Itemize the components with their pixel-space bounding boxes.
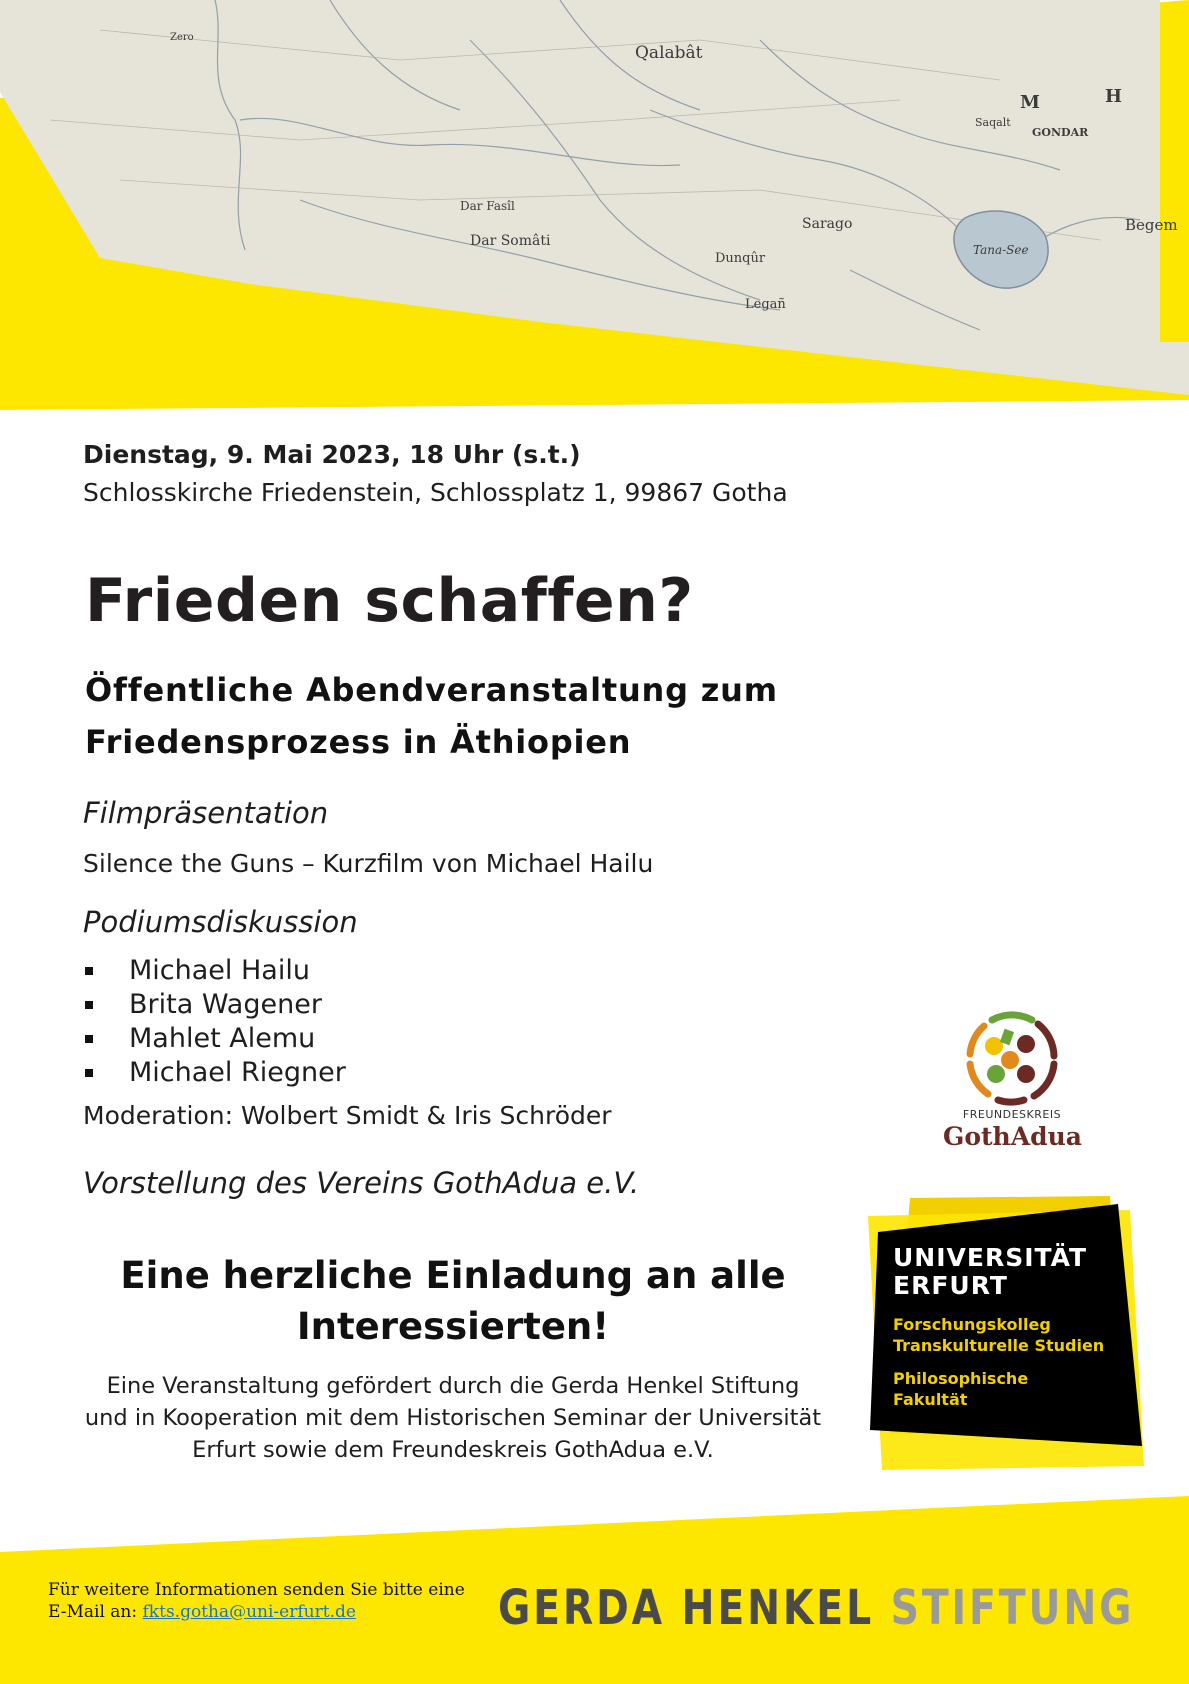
list-item: Mahlet Alemu [83, 1022, 346, 1056]
film-text: Silence the Guns – Kurzfilm von Michael Hailu [83, 849, 654, 878]
gothadua-label: FREUNDESKREIS [962, 1108, 1062, 1121]
svg-text:Dar Somâti: Dar Somâti [470, 233, 551, 249]
svg-text:Tana-See: Tana-See [973, 243, 1029, 257]
svg-text:Dunqûr: Dunqûr [715, 251, 766, 266]
svg-text:Begem: Begem [1125, 216, 1178, 234]
event-date-time: Dienstag, 9. Mai 2023, 18 Uhr (s.t.) [83, 440, 581, 469]
event-venue: Schlosskirche Friedenstein, Schlossplatz 1, 99867 Gotha [83, 478, 788, 507]
university-dept-1: Forschungskolleg Transkulturelle Studien [893, 1315, 1105, 1355]
gothadua-name: GothAdua [942, 1122, 1082, 1151]
university-dept-2: Philosophische Fakultät [893, 1369, 1029, 1409]
svg-text:Qalabât: Qalabât [635, 43, 703, 63]
invitation-heading: Eine herzliche Einladung an alle Interessierten! [120, 1254, 786, 1348]
svg-text:Saqalt: Saqalt [975, 116, 1011, 129]
bullet-icon [85, 1069, 93, 1077]
support-text: Eine Veranstaltung gefördert durch die Gerda Henkel Stiftung und in Kooperation mit dem Historischen Seminar der Universität Erfurt sowie dem Freundeskreis GothAdua e.V. [84, 1373, 822, 1463]
moderation-text: Moderation: Wolbert Smidt & Iris Schröder [83, 1101, 612, 1130]
list-item: Michael Hailu [83, 954, 346, 988]
header-map-graphic [0, 0, 1189, 420]
subtitle [85, 664, 778, 768]
panel-heading: Podiumsdiskussion [83, 905, 358, 939]
svg-text:H: H [1105, 86, 1123, 107]
bullet-icon [85, 1001, 93, 1009]
list-item: Brita Wagener [83, 988, 346, 1022]
svg-text:Zero: Zero [170, 32, 194, 43]
footer-info: Für weitere Informationen senden Sie bitte eine E-Mail an: fkts.gotha@uni-erfurt.de [48, 1580, 465, 1622]
svg-text:Sarago: Sarago [802, 216, 853, 232]
svg-text:GONDAR: GONDAR [1032, 126, 1089, 139]
list-item: Michael Riegner [83, 1056, 346, 1090]
bullet-icon [85, 1035, 93, 1043]
association-text: Vorstellung des Vereins GothAdua e.V. [83, 1166, 640, 1200]
film-heading: Filmpräsentation [83, 796, 329, 830]
panelist-list [83, 954, 346, 1090]
email-link[interactable]: fkts.gotha@uni-erfurt.de [142, 1602, 356, 1622]
bullet-icon [85, 967, 93, 975]
university-name: UNIVERSITÄT ERFURT [893, 1243, 1088, 1300]
svg-text:Legañ: Legañ [745, 297, 786, 312]
page-title: Frieden schaffen? [85, 566, 694, 636]
svg-text:Dar Fasîl: Dar Fasîl [460, 199, 515, 213]
gerda-henkel-stiftung-logo: GERDA HENKEL STIFTUNG [498, 1580, 1135, 1636]
svg-text:M: M [1020, 92, 1040, 113]
subtitle-line-1: Öffentliche Abendveranstaltung zum [85, 671, 778, 709]
gothadua-logo-icon [962, 1008, 1062, 1108]
subtitle-line-2: Friedensprozess in Äthiopien [85, 723, 632, 761]
